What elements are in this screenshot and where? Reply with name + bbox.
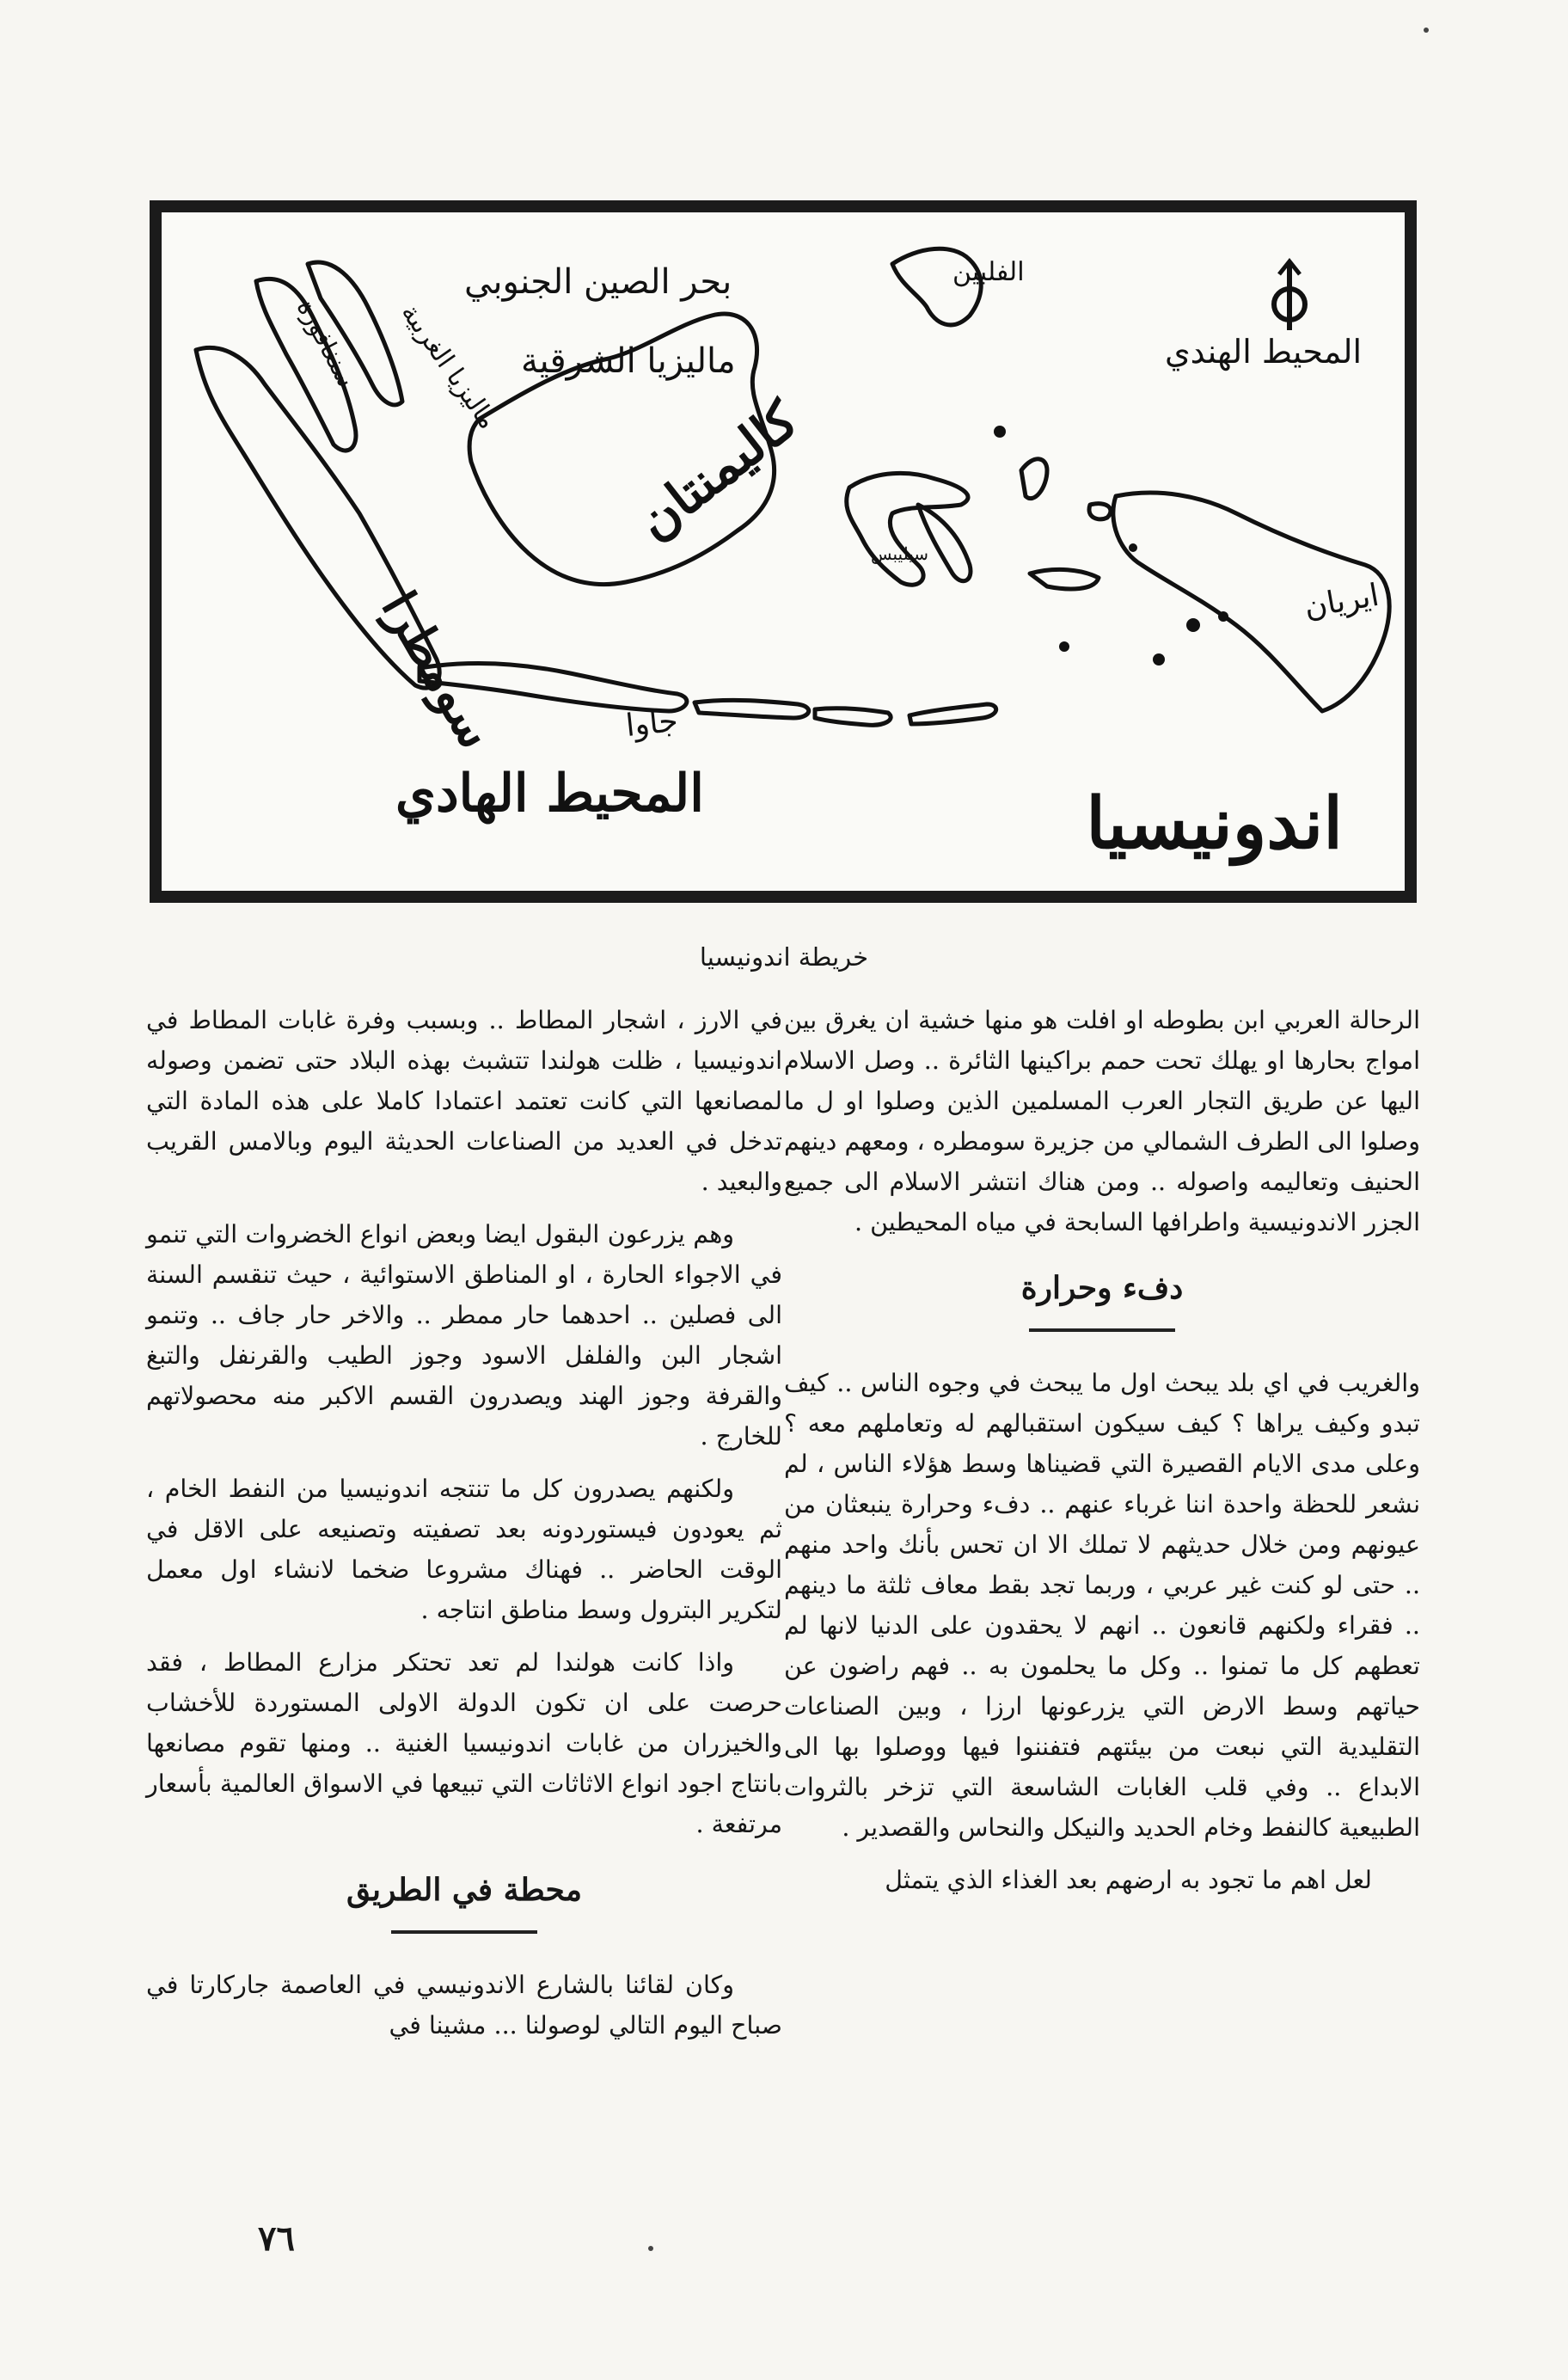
map-label-south-china-sea: بحر الصين الجنوبي (464, 262, 732, 302)
map-label-philippines: الفلبين (952, 257, 1025, 287)
map-label-indian-ocean: المحيط الهندي (1164, 333, 1362, 371)
islet-3 (1186, 618, 1200, 632)
article-column-left (146, 1000, 782, 2058)
section-heading: محطة في الطريق (346, 1872, 583, 1908)
map-caption: خريطة اندونيسيا (699, 942, 869, 972)
paragraph: واذا كانت هولندا لم تعد تحتكر مزارع المطاط ، فقد حرصت على ان تكون الدولة الاولى المستوردة للأخشاب والخيزران من غابات اندونيسيا الغنية .. ومنها تقوم مصانعها بانتاج اجود انواع الاثاثات التي تبيعها في الاسواق العالمية بأسعار مرتفعة . (146, 1648, 782, 1838)
map-label-sumatra: سومطرا (370, 582, 505, 758)
indonesia-map (150, 200, 1417, 903)
map-label-pacific-ocean: المحيط الهادي (395, 764, 704, 824)
section-heading: دفء وحرارة (1020, 1270, 1184, 1306)
map-label-kalimantan: كاليمنتان (626, 390, 810, 553)
paragraph: ولكنهم يصدرون كل ما تنتجه اندونيسيا من النفط الخام ، ثم يعودون فيستوردونه بعد تصفيته وتصنيعه على الاقل في الوقت الحاضر .. فهناك مشروعا ضخما لانشاء اول معمل لتكرير البترول وسط مناطق انتاجه . (146, 1475, 782, 1624)
lesser-sunda-3 (910, 704, 996, 724)
article-column-right (784, 1000, 1420, 1912)
map-label-java: جاوا (624, 702, 680, 745)
maluku-island-2 (1089, 504, 1111, 519)
maluku-island-1 (1021, 459, 1047, 499)
compass-north-icon (1264, 257, 1315, 334)
scan-speck (1424, 28, 1429, 33)
paragraph: والغريب في اي بلد يبحث اول ما يبحث في وجوه الناس .. كيف تبدو وكيف يراها ؟ كيف سيكون استقبالهم له وتعاملهم معه ؟ وعلى مدى الايام القصيرة التي قضيناها وسط هؤلاء الناس ، لم نشعر للحظة واحدة اننا غرباء عنهم .. دفء وحرارة ينبعثان من عيونهم ومن خلال حديثهم لا تملك الا ان تحس بأنك واحد منهم .. حتى لو كنت غير عربي ، وربما تجد بقط معاف ثلثة ما دينهم .. فقراء ولكنهم قانعون .. انهم لا يحقدون على الدنيا لانها لم تعطهم كل ما تمنوا .. وكل ما يحلمون به .. فهم راضون عن حياتهم وسط الارض التي يزرعونها ارزا ، وبين الصناعات التقليدية التي نبعت من بيئتهم فتفننوا فيها ووصلوا بها الى الابداع .. وفي قلب الغابات الشاسعة التي تزخر بالثروات الطبيعية كالنفط وخام الحديد والنيكل والنحاس والقصدير . (784, 1369, 1420, 1842)
lesser-sunda-2 (815, 708, 891, 726)
paragraph: الرحالة العربي ابن بطوطه او افلت هو منها خشية ان يغرق بين امواج بحارها او يهلك تحت حمم براكينها الثائرة .. وصل الاسلام اليها عن طريق التجار العرب المسلمين الذين وصلوا او ل ما وصلوا الى الطرف الشمالي من جزيرة سومطره ، ومعهم دينهم الحنيف وتعاليمه واصوله .. ومن هناك انتشر الاسلام الى جميع الجزر الاندونيسية واطرافها السابحة في مياه المحيطين . (784, 1006, 1420, 1236)
map-label-singapore: سنغافورة (291, 295, 361, 392)
maluku-island-3 (1030, 569, 1099, 589)
lesser-sunda-1 (695, 700, 809, 718)
islet-5 (1059, 641, 1069, 652)
paragraph: في الارز ، اشجار المطاط .. وبسبب وفرة غابات المطاط في اندونيسيا ، ظلت هولندا تتشبث بهذه البلاد حتى تضمن وصوله لمصانعها التي كانت تعتمد اعتمادا كاملا على هذه المادة التي تدخل في العديد من الصناعات الحديثة اليوم وبالامس القريب والبعيد . (146, 1006, 782, 1196)
islet-1 (994, 426, 1006, 438)
islet-6 (1129, 543, 1137, 552)
map-label-malaya: ماليزيا الغربية (395, 298, 503, 435)
map-label-irian: ايريان (1301, 577, 1381, 626)
scan-speck (648, 2246, 653, 2251)
map-label-indonesia: اندونيسيا (1086, 782, 1343, 865)
map-label-sulawesi: سيليبس (871, 543, 928, 564)
paragraph: وهم يزرعون البقول ايضا وبعض انواع الخضروات التي تنمو في الاجواء الحارة ، او المناطق الاستوائية ، حيث تنقسم السنة الى فصلين .. احدهما حار ممطر .. والاخر حار جاف .. وتنمو اشجار البن والفلفل الاسود وجوز الطيب والقرنفل والتبغ والقرفة وجوز الهند ويصدرون القسم الاكبر منه محصولاتهم للخارج . (146, 1220, 782, 1451)
heading-rule (1029, 1328, 1175, 1332)
map-label-east-malaysia: ماليزيا الشرقية (521, 341, 736, 381)
paragraph: لعل اهم ما تجود به ارضهم بعد الغذاء الذي يتمثل (885, 1866, 1372, 1894)
paragraph: وكان لقائنا بالشارع الاندونيسي في العاصمة جاركارتا في صباح اليوم التالي لوصولنا ... مشينا في (146, 1971, 782, 2040)
heading-rule (391, 1930, 537, 1934)
islet-4 (1218, 611, 1228, 622)
islet-2 (1153, 653, 1165, 666)
page-number: ٧٦ (258, 2218, 295, 2259)
